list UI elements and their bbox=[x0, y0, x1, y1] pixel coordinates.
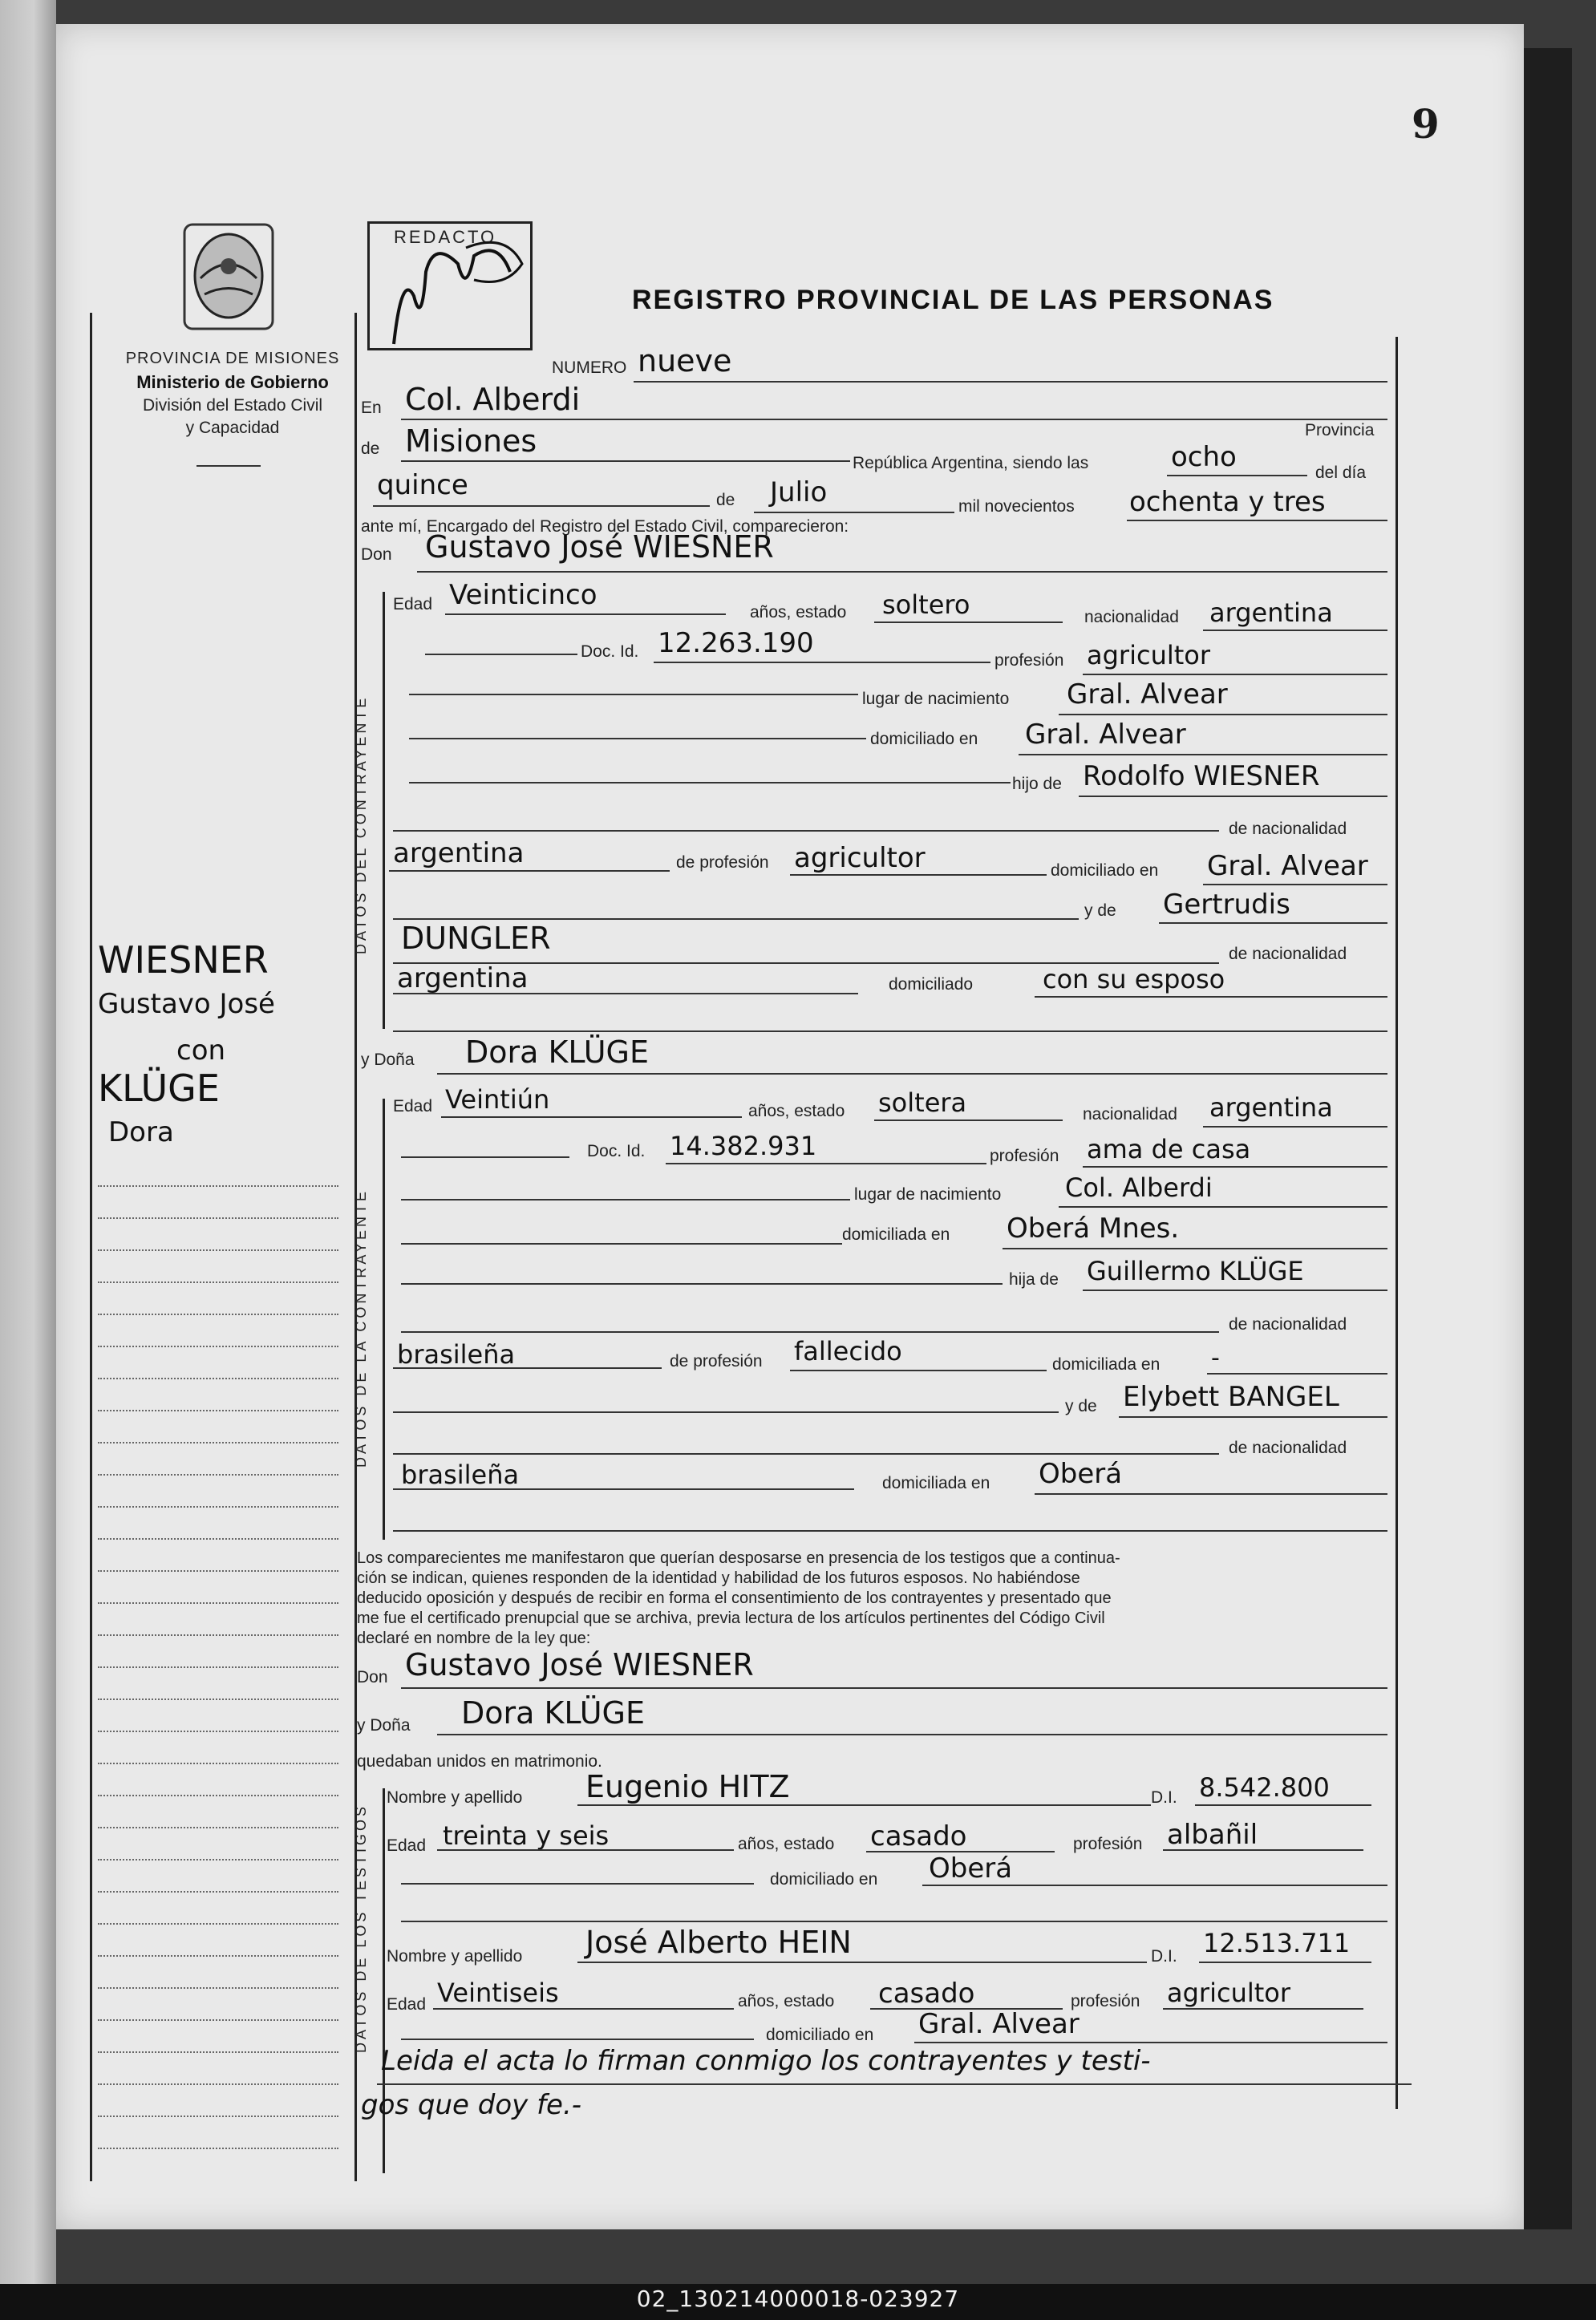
groom-padre-dom: Gral. Alvear bbox=[1207, 850, 1368, 882]
bride-madre: Elybett BANGEL bbox=[1123, 1381, 1339, 1413]
declaration-line-2: ción se indican, quienes responden de la identidad y habilidad de los futuros esposos. No habiéndose bbox=[357, 1569, 1080, 1587]
groom-hijo-label: hijo de bbox=[1012, 775, 1062, 793]
witness-section-label: DATOS DE LOS TESTIGOS bbox=[353, 1803, 369, 2053]
numero-value: nueve bbox=[638, 343, 732, 379]
decl-groom-name: Gustavo José WIESNER bbox=[405, 1647, 754, 1682]
w1-nombre-label: Nombre y apellido bbox=[387, 1788, 523, 1807]
numero-label: NUMERO bbox=[552, 358, 627, 377]
book-binding bbox=[0, 0, 56, 2320]
declaration-line-3: deducido oposición y después de recibir en forma el consentimiento de los contrayentes y presentado que bbox=[357, 1589, 1112, 1607]
margin-con: con bbox=[176, 1034, 226, 1067]
bride-estado: soltera bbox=[878, 1087, 967, 1118]
w1-nombre: Eugenio HITZ bbox=[585, 1769, 790, 1804]
ante-text: ante mí, Encargado del Registro del Estado Civil, comparecieron: bbox=[361, 517, 849, 536]
bride-lugar-label: lugar de nacimiento bbox=[854, 1185, 1002, 1204]
groom-madre-nac: argentina bbox=[397, 962, 529, 994]
dia-value: quince bbox=[377, 469, 468, 501]
institution-province: PROVINCIA DE MISIONES bbox=[125, 350, 340, 367]
margin-apellido2: KLÜGE bbox=[98, 1067, 220, 1110]
bride-padre-nac: brasileña bbox=[397, 1339, 516, 1370]
institution-capacity: y Capacidad bbox=[185, 419, 280, 437]
groom-domicilio: Gral. Alvear bbox=[1025, 719, 1186, 751]
w2-domicilio: Gral. Alvear bbox=[918, 2008, 1080, 2040]
margin-nombre: Gustavo José bbox=[98, 988, 275, 1020]
anio-value: ochenta y tres bbox=[1129, 486, 1326, 518]
bride-doc-label: Doc. Id. bbox=[587, 1142, 646, 1160]
w2-nombre-label: Nombre y apellido bbox=[387, 1947, 523, 1966]
republica-text: República Argentina, siendo las bbox=[853, 454, 1089, 472]
institution-ministry: Ministerio de Gobierno bbox=[136, 372, 329, 392]
page-number: 9 bbox=[1412, 100, 1440, 148]
bride-hija-label: hija de bbox=[1009, 1270, 1059, 1289]
signature-icon bbox=[370, 224, 530, 348]
bride-section-border bbox=[383, 1099, 385, 1540]
localidad-value: Col. Alberdi bbox=[405, 382, 581, 417]
decl-dona-label: y Doña bbox=[357, 1716, 411, 1735]
w1-prof-label: profesión bbox=[1073, 1835, 1143, 1853]
w2-edad: Veintiseis bbox=[437, 1978, 559, 2008]
groom-dom-label: domiciliado en bbox=[870, 730, 978, 748]
w1-domicilio: Oberá bbox=[929, 1852, 1013, 1885]
w2-nombre: José Alberto HEIN bbox=[585, 1925, 852, 1960]
dona-label: y Doña bbox=[361, 1051, 415, 1069]
provincial-seal-icon bbox=[176, 218, 281, 338]
groom-estado: soltero bbox=[882, 589, 970, 620]
stamp-label: REDACTO bbox=[394, 227, 497, 247]
bride-domicilio: Oberá Mnes. bbox=[1007, 1213, 1180, 1245]
del-dia-label: del día bbox=[1315, 464, 1367, 482]
declaration-line-1: Los comparecientes me manifestaron que querían desposarse en presencia de los testigos que a continua- bbox=[357, 1549, 1120, 1567]
bride-padre-prof-label: de profesión bbox=[670, 1352, 763, 1371]
groom-madre-nombre: Gertrudis bbox=[1163, 889, 1290, 921]
bride-madre-dom: Oberá bbox=[1039, 1458, 1123, 1490]
bride-madre-nac: brasileña bbox=[401, 1460, 520, 1490]
bride-y-de-label: y de bbox=[1065, 1397, 1097, 1415]
declaration-line-5: declaré en nombre de la ley que: bbox=[357, 1630, 591, 1647]
bride-padre-prof: fallecido bbox=[794, 1336, 902, 1366]
w2-profesion: agricultor bbox=[1167, 1978, 1291, 2008]
provincia-value: Misiones bbox=[405, 423, 537, 459]
bride-doc: 14.382.931 bbox=[670, 1131, 817, 1161]
groom-lugar-label: lugar de nacimiento bbox=[862, 690, 1010, 708]
w1-dom-label: domiciliado en bbox=[770, 1870, 878, 1889]
groom-nacionalidad: argentina bbox=[1209, 597, 1333, 628]
w1-edad-label: Edad bbox=[387, 1836, 427, 1855]
bride-nac-label: nacionalidad bbox=[1083, 1105, 1177, 1124]
w1-estado: casado bbox=[870, 1820, 967, 1852]
bride-profesion: ama de casa bbox=[1087, 1134, 1251, 1164]
w1-di: 8.542.800 bbox=[1199, 1772, 1330, 1803]
bride-name: Dora KLÜGE bbox=[465, 1034, 649, 1070]
groom-section-border bbox=[383, 592, 385, 1029]
groom-lugar: Gral. Alvear bbox=[1067, 678, 1228, 711]
w2-prof-label: profesión bbox=[1071, 1992, 1140, 2010]
en-label: En bbox=[361, 399, 382, 417]
groom-madre-dom-label: domiciliado bbox=[889, 975, 974, 994]
w1-di-label: D.I. bbox=[1151, 1788, 1177, 1807]
margin-apellido: WIESNER bbox=[98, 938, 269, 982]
margin-nombre2: Dora bbox=[108, 1116, 174, 1148]
groom-madre-apellido: DUNGLER bbox=[401, 921, 551, 956]
groom-madre-dom: con su esposo bbox=[1043, 964, 1225, 994]
w2-edad-label: Edad bbox=[387, 1995, 427, 2014]
bride-edad-label: Edad bbox=[393, 1097, 433, 1115]
bride-nacionalidad: argentina bbox=[1209, 1092, 1333, 1123]
closing-note-line-2: gos que doy fe.- bbox=[361, 2089, 582, 2121]
w2-anios-label: años, estado bbox=[738, 1992, 835, 2010]
groom-y-de-label: y de bbox=[1084, 901, 1116, 920]
groom-edad: Veinticinco bbox=[449, 579, 597, 611]
provincia-label: Provincia bbox=[1305, 421, 1375, 439]
divider bbox=[196, 465, 261, 467]
mes-value: Julio bbox=[770, 476, 828, 508]
bride-lugar: Col. Alberdi bbox=[1065, 1172, 1213, 1203]
w1-anios-label: años, estado bbox=[738, 1835, 835, 1853]
groom-edad-label: Edad bbox=[393, 595, 433, 613]
declaration-line-4: me fue el certificado prenupcial que se archiva, previa lectura de los artículos pertinentes del Código Civil bbox=[357, 1609, 1105, 1627]
groom-madre-nac-label: de nacionalidad bbox=[1229, 945, 1347, 963]
margin-border bbox=[90, 313, 92, 2181]
closing-note-line-1: Leida el acta lo firman conmigo los contrayentes y testi- bbox=[381, 2045, 1151, 2077]
groom-padre-nac-label: de nacionalidad bbox=[1229, 820, 1347, 838]
groom-padre-dom-label: domiciliado en bbox=[1051, 861, 1159, 880]
w1-edad: treinta y seis bbox=[443, 1820, 610, 1851]
institution-division: División del Estado Civil bbox=[142, 396, 323, 415]
de-label: de bbox=[361, 439, 380, 458]
w2-dom-label: domiciliado en bbox=[766, 2026, 874, 2044]
groom-padre-prof: agricultor bbox=[794, 842, 926, 874]
hora-value: ocho bbox=[1171, 441, 1237, 473]
w2-di: 12.513.711 bbox=[1203, 1928, 1351, 1958]
groom-anios-label: años, estado bbox=[750, 603, 847, 622]
groom-prof-label: profesión bbox=[994, 651, 1064, 670]
groom-doc-label: Doc. Id. bbox=[581, 642, 639, 661]
groom-profesion: agricultor bbox=[1087, 640, 1211, 670]
mil-label: mil novecientos bbox=[958, 497, 1075, 516]
groom-padre: Rodolfo WIESNER bbox=[1083, 760, 1320, 792]
bride-padre-nac-label: de nacionalidad bbox=[1229, 1315, 1347, 1334]
w1-profesion: albañil bbox=[1167, 1819, 1258, 1851]
redacto-stamp bbox=[367, 221, 533, 350]
decl-bride-name: Dora KLÜGE bbox=[461, 1695, 645, 1731]
footer-id: 02_130214000018-023927 bbox=[636, 2286, 960, 2312]
bride-madre-dom-label: domiciliada en bbox=[882, 1474, 990, 1492]
groom-nac-label: nacionalidad bbox=[1084, 608, 1179, 626]
bride-edad: Veintiún bbox=[445, 1084, 550, 1115]
groom-doc: 12.263.190 bbox=[658, 627, 814, 659]
registry-title: REGISTRO PROVINCIAL DE LAS PERSONAS bbox=[632, 285, 1274, 315]
don-label: Don bbox=[361, 545, 392, 564]
bride-prof-label: profesión bbox=[990, 1147, 1059, 1165]
groom-name: Gustavo José WIESNER bbox=[425, 529, 774, 565]
de-mes-label: de bbox=[716, 491, 735, 509]
bride-padre: Guillermo KLÜGE bbox=[1087, 1256, 1304, 1286]
decl-closing: quedaban unidos en matrimonio. bbox=[357, 1752, 602, 1771]
groom-section-label: DATOS DEL CONTRAYENTE bbox=[353, 694, 369, 954]
bride-anios-label: años, estado bbox=[748, 1102, 845, 1120]
bride-padre-dom-label: domiciliada en bbox=[1052, 1355, 1161, 1374]
w2-di-label: D.I. bbox=[1151, 1947, 1177, 1966]
decl-don-label: Don bbox=[357, 1668, 388, 1686]
book-edge bbox=[1524, 48, 1572, 2229]
groom-padre-nac: argentina bbox=[393, 837, 525, 869]
bride-section-label: DATOS DE LA CONTRAYENTE bbox=[353, 1188, 369, 1468]
bride-padre-dom: - bbox=[1211, 1344, 1220, 1372]
form-right-border bbox=[1395, 337, 1398, 2109]
bride-madre-nac-label: de nacionalidad bbox=[1229, 1439, 1347, 1457]
bride-dom-label: domiciliada en bbox=[842, 1225, 950, 1244]
groom-padre-prof-label: de profesión bbox=[676, 853, 769, 872]
w2-estado: casado bbox=[878, 1978, 975, 2010]
